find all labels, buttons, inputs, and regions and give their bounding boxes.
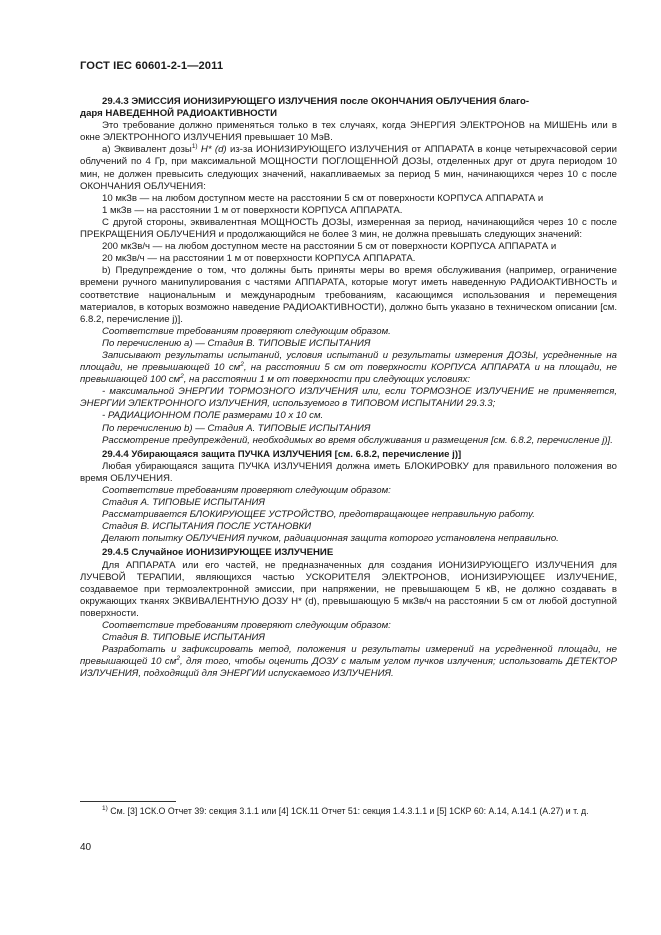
paragraph-item-a: а) Эквивалент дозы$^{1)}$ H* (d) из-за ИОНИЗИРУЮЩЕГО ИЗЛУЧЕНИЯ от АППАРАТА в конце четырехчасовой серии облучений по 4 Гр, при максимальной МОЩНОСТИ ПОГЛОЩЕННОЙ ДОЗЫ, отделенных друг от друга периодом 10 мин, не должен превысить следующих значений, накапливаемых за период 5 мин, начинающихся через 10 с после ОКОНЧАНИЯ ОБЛУЧЕНИЯ: xyxy=(80,143,618,192)
footnote-mark: 1) xyxy=(102,805,108,813)
compliance-note: Соответствие требованиям проверяют следующим образом. xyxy=(102,325,391,337)
compliance-note: Соответствие требованиям проверяют следующим образом: xyxy=(102,620,391,632)
paragraph: 10 мкЗв — на любом доступном месте на расстоянии 5 см от поверхности КОРПУСА АППАРАТА и xyxy=(102,192,544,204)
paragraph: Для АППАРАТА или его частей, не предназначенных для создания ИОНИЗИРУЮЩЕГО ИЗЛУЧЕНИЯ для ЛУЧЕВОЙ ТЕРАПИИ, являющихся частью УСКОРИТЕЛЯ ЭЛЕКТРОНОВ, ИОНИЗИРУЮЩЕЕ ИЗЛУЧЕНИЕ, создаваемое при термоэлектронной эмиссии, при напряжении, не превышающем 5 кВ, не должно создавать в окружающих тканях ЭКВИВАЛЕНТНУЮ ДОЗУ H* (d), превышающую 5 мкЗв/ч на расстоянии 5 см от любой доступной поверхности. xyxy=(80,559,617,619)
standard-header: ГОСТ IEC 60601-2-1—2011 xyxy=(80,60,224,72)
test-stage: Стадия В. ИСПЫТАНИЯ ПОСЛЕ УСТАНОВКИ xyxy=(102,521,312,533)
test-stage: По перечислению b) — Стадия А. ТИПОВЫЕ ИСПЫТАНИЯ xyxy=(102,422,371,434)
paragraph: 200 мкЗв/ч — на любом доступном месте на расстоянии 5 см от поверхности КОРПУСА АППАРАТА и xyxy=(102,241,557,253)
paragraph: Это требование должно применяться только в тех случаях, когда ЭНЕРГИЯ ЭЛЕКТРОНОВ на МИШЕНЬ или в окне ЭЛЕКТРОННОГО ИЗЛУЧЕНИЯ превышает 10 МэВ. xyxy=(80,120,617,144)
paragraph: Делают попытку ОБЛУЧЕНИЯ пучком, радиационная защита которого установлена неправильно. xyxy=(102,533,559,545)
compliance-note: Соответствие требованиям проверяют следующим образом: xyxy=(102,485,391,496)
paragraph: Разработать и зафиксировать метод, положения и результаты измерений на усредненной площади, не превышающей 10 $см^2$, для того, чтобы оценить ДОЗУ с малым углом пучков излучения; использовать ДЕТЕКТОР ИЗЛУЧЕНИЯ, подходящий для ЭНЕРГИИ испускаемого ИЗЛУЧЕНИЯ. xyxy=(80,644,617,680)
test-stage: По перечислению а) — Стадия В. ТИПОВЫЕ ИСПЫТАНИЯ xyxy=(102,337,371,349)
footnote-divider xyxy=(80,801,176,802)
paragraph: 1 мкЗв — на расстоянии 1 м от поверхности КОРПУСА АППАРАТА. xyxy=(102,204,403,216)
test-stage: Стадия А. ТИПОВЫЕ ИСПЫТАНИЯ xyxy=(102,497,265,509)
page-number: 40 xyxy=(80,842,92,853)
footnote-ref: 1) xyxy=(191,143,198,151)
list-item: - РАДИАЦИОННОМ ПОЛЕ размерами 10 х 10 см. xyxy=(102,410,324,422)
paragraph: Записывают результаты испытаний, условия испытаний и результаты измерения ДОЗЫ, усредненные на площади, не превышающей 10 $см^2$, на расстоянии 5 см от поверхности КОРПУСА АППАРАТА и на площади, не превышающей 100 $см^2$, на расстоянии 1 м от поверхности при следующих условиях: xyxy=(80,349,617,386)
paragraph: Любая убирающаяся защита ПУЧКА ИЗЛУЧЕНИЯ должна иметь БЛОКИРОВКУ для правильного положения во время ОБЛУЧЕНИЯ. xyxy=(80,460,617,484)
test-stage: Стадия В. ТИПОВЫЕ ИСПЫТАНИЯ xyxy=(102,632,265,644)
paragraph: Рассмотрение предупреждений, необходимых во время обслуживания и размещения [см. 6.8.2, перечисление j)]. xyxy=(102,434,613,446)
footnote: $^{1)}$ См. [3] 1СК.О Отчет 39: секция 3.1.1 или [4] 1СК.11 Отчет 51: секция 1.4.3.1.1 и [5] 1СКР 60: А.14, А.14.1 (А.27) и т. д. xyxy=(102,805,589,816)
document-body xyxy=(80,94,617,681)
list-item: - максимальной ЭНЕРГИИ ТОРМОЗНОГО ИЗЛУЧЕНИЯ или, если ТОРМОЗНОЕ ИЗЛУЧЕНИЕ не применяется, ЭНЕРГИИ ЭЛЕКТРОННОГО ИЗЛУЧЕНИЯ, используемого в ТИПОВОМ ИСПЫТАНИИ 29.3.3; xyxy=(80,386,617,410)
section-title-29-4-3: 29.4.3 ЭМИССИЯ ИОНИЗИРУЮЩЕГО ИЗЛУЧЕНИЯ после ОКОНЧАНИЯ ОБЛУЧЕНИЯ благо- даря НАВЕДЕННОЙ РАДИОАКТИВНОСТИ xyxy=(80,96,530,120)
section-title-29-4-5: 29.4.5 Случайное ИОНИЗИРУЮЩЕЕ ИЗЛУЧЕНИЕ xyxy=(102,547,334,559)
paragraph: 20 мкЗв/ч — на расстоянии 1 м от поверхности КОРПУСА АППАРАТА. xyxy=(102,253,416,265)
section-title-29-4-4: 29.4.4 Убирающаяся защита ПУЧКА ИЗЛУЧЕНИЯ [см. 6.8.2, перечисление j)] xyxy=(102,448,462,460)
paragraph-item-b: b) Предупреждение о том, что должны быть приняты меры во время обслуживания (например, ограничение времени ручного манипулирования с частями АППАРАТА, которые могут иметь наведенную РАДИОАКТИВНОСТЬ и соответствие национальным и международным требованиям, касающимся использования и перемещения материалов, в которых возможно наведение РАДИОАКТИВНОСТИ), должно быть указано в техническом описании [см. 6.8.2, перечисление j)]. xyxy=(80,265,617,325)
paragraph: С другой стороны, эквивалентная МОЩНОСТЬ ДОЗЫ, измеренная за период, начинающийся через 10 с после ПРЕКРАЩЕНИЯ ОБЛУЧЕНИЯ и продолжающийся не более 3 мин, не должна превышать следующих значений: xyxy=(80,216,617,241)
paragraph: Рассматривается БЛОКИРУЮЩЕЕ УСТРОЙСТВО, предотвращающее неправильную работу. xyxy=(102,509,535,521)
